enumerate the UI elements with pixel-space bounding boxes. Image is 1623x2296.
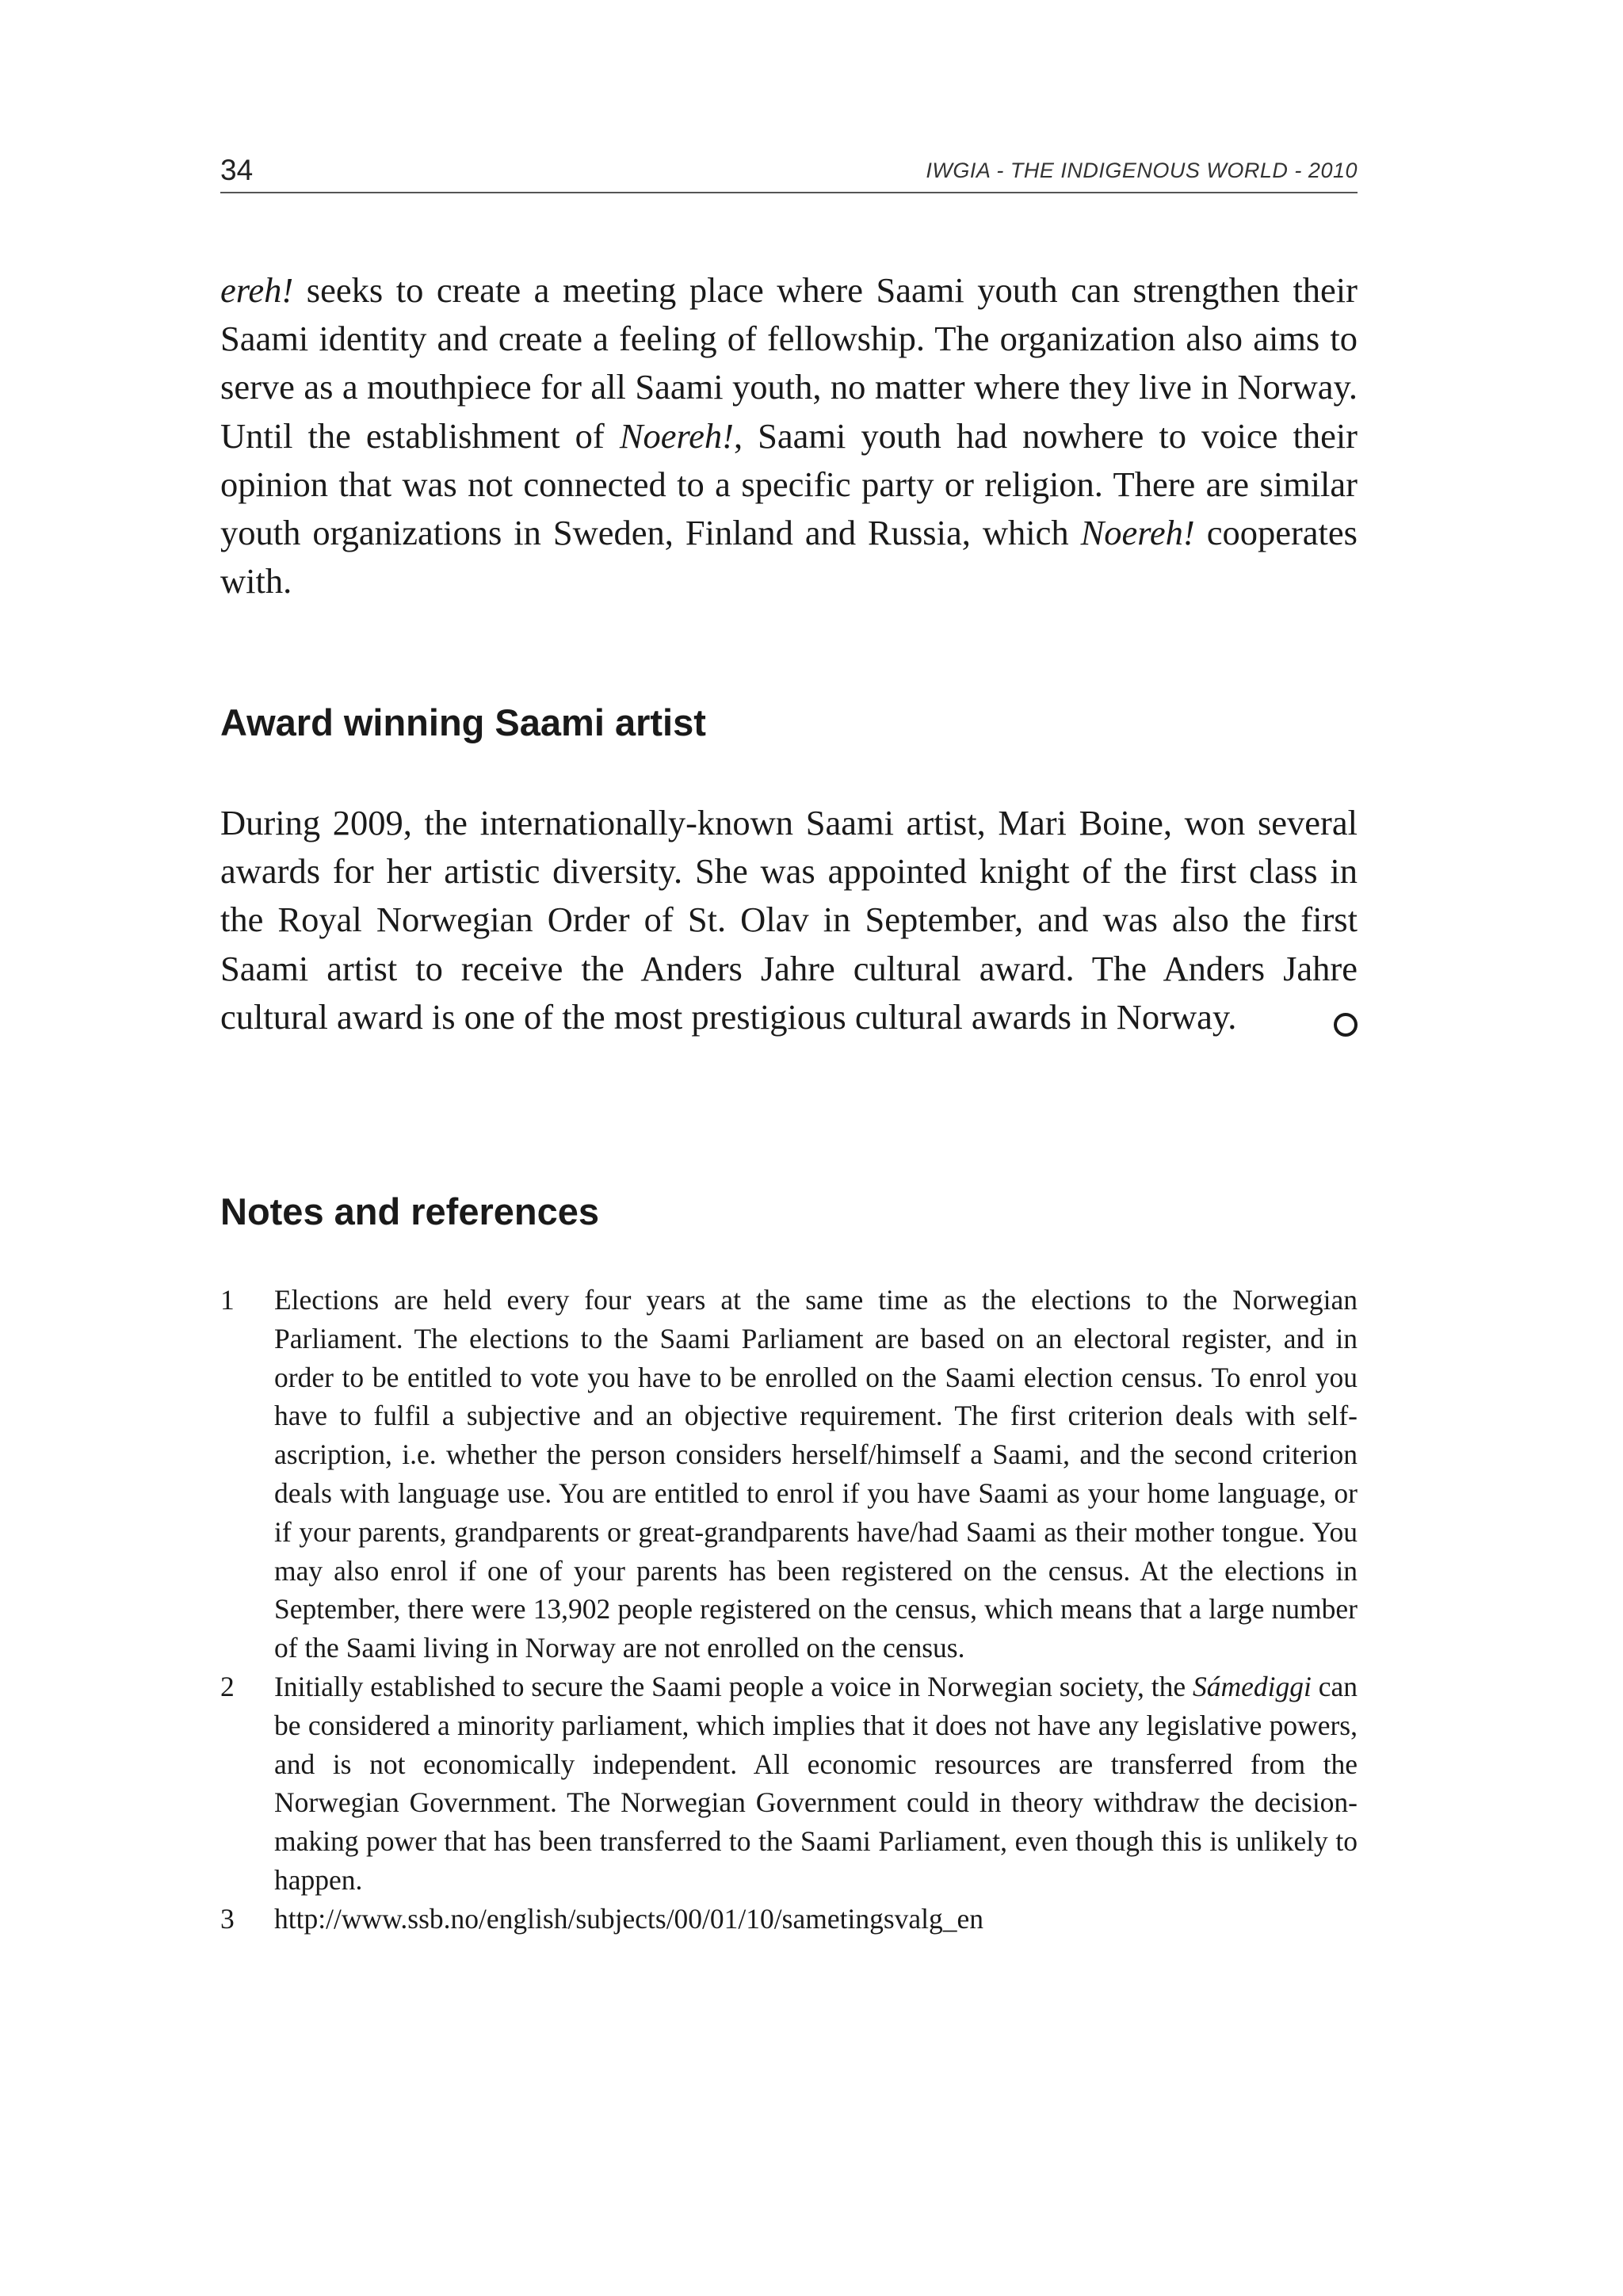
body-paragraph-award	[220, 799, 1358, 1041]
paragraph-text: , Saami youth had nowhere to voice their opinion that was not connected to a specific party or religion. There are similar youth organizations in Sweden, Finland and Russia, which	[220, 415, 1358, 553]
body-paragraph-noereh	[220, 266, 1358, 606]
paragraph-text: During 2009, the internationally-known Saami artist, Mari Boine, won several awards for her artistic diversity. She was appointed knight of the first class in the Royal Norwegian Order of St. Olav in September, and was also the first Saami artist to receive the Anders Jahre cultural award. The Anders Jahre cultural award is one of the most prestigious cultural awards in Norway.	[220, 803, 1358, 1037]
section-heading-award: Award winning Saami artist	[220, 701, 706, 743]
note-number: 1	[220, 1284, 235, 1316]
page-number: 34	[220, 154, 254, 186]
italic-org-name: Noereh!	[619, 415, 734, 456]
note-text: Elections are held every four years at the same time as the elections to the Norwegian Parliament. The elections to the Saami Parliament are based on an electoral register, and in order to be entitled to vote you have to be enrolled on the Saami election census. To enrol you have to fulfil a subjective and an objective requirement. The first criterion deals with self-ascription, i.e. whether the person considers herself/himself a Saami, and the second criterion deals with language use. You are entitled to enrol if you have Saami as your home language, or if your parents, grandparents or great-grandparents have/had Saami as their mother tongue. You may also enrol if one of your parents has been registered on the census. At the elections in September, there were 13,902 people registered on the census, which means that a large number of the Saami living in Norway are not enrolled on the census.	[274, 1284, 1358, 1664]
running-header	[220, 151, 1358, 193]
note-text-part: Initially established to secure the Saami people a voice in Norwegian society, the	[274, 1670, 1193, 1702]
note-item	[220, 1668, 1358, 1900]
paragraph-text: cooperates with.	[220, 513, 1358, 602]
end-of-article-circle-icon	[1334, 1013, 1358, 1037]
italic-org-name: ereh!	[220, 270, 294, 310]
running-title: IWGIA - THE INDIGENOUS WORLD - 2010	[926, 159, 1358, 182]
italic-parliament-name: Sámediggi	[1192, 1670, 1312, 1702]
note-number: 2	[220, 1670, 235, 1702]
note-number: 3	[220, 1902, 235, 1935]
note-text	[274, 1668, 1358, 1900]
note-item	[220, 1900, 1358, 1939]
section-heading-notes: Notes and references	[220, 1190, 600, 1232]
note-url: http://www.ssb.no/english/subjects/00/01/10/sametingsvalg_en	[274, 1902, 984, 1935]
notes-list	[220, 1281, 1358, 1939]
note-item	[220, 1281, 1358, 1668]
note-text-part: can be considered a minority parliament, which implies that it does not have any legislative powers, and is not economically independent. All economic resources are transferred from the Norwegian Government. The Norwegian Government could in theory withdraw the decision-making power that has been transferred to the Saami Parliament, even though this is unlikely to happen.	[274, 1670, 1358, 1896]
paragraph-text: seeks to create a meeting place where Saami youth can strengthen their Saami identity and create a feeling of fellowship. The organization also aims to serve as a mouthpiece for all Saami youth, no matter where they live in Norway. Until the establishment of	[220, 270, 1358, 456]
italic-org-name: Noereh!	[1080, 513, 1195, 553]
